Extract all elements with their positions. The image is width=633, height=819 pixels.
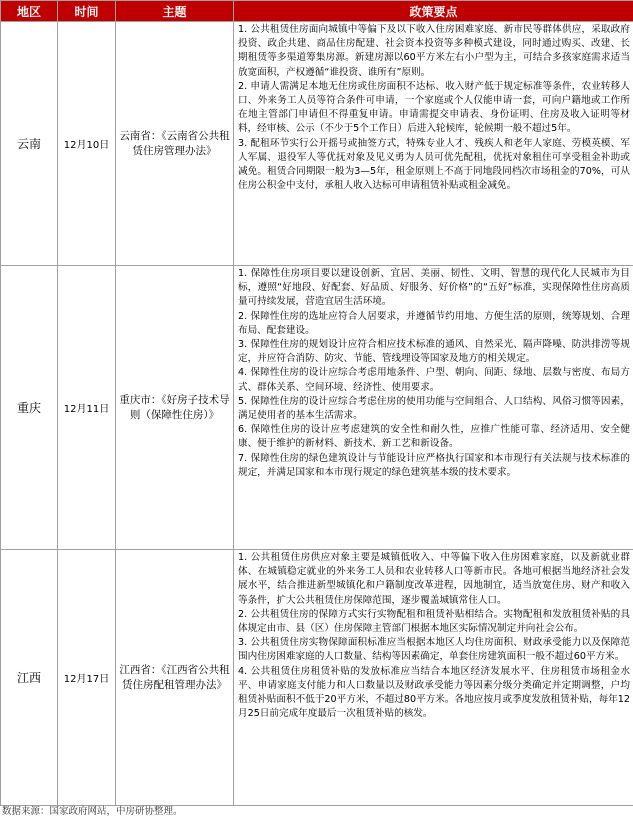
table-row-chongqing <box>1 266 633 550</box>
header-region: 地区 <box>1 1 58 22</box>
header-topic: 主题 <box>116 1 234 22</box>
policy-point: 1. 公共租赁住房供应对象主要是城镇低收入、中等偏下收入住房困难家庭，以及新就业群体、在城镇稳定就业的外来务工人员和农业转移人口等新市民。各地可根据当地经济社会发展水平，结合推进新型城镇化和户籍制度改革进程，因地制宜，适当放宽住房、财产和收入等条件，扩大公共租赁住房保障范围，逐步覆盖城镇常住人口。 <box>238 552 630 606</box>
policy-point: 4. 公共租赁住房租赁补贴的发放标准应当结合本地区经济发展水平、住房租赁市场租金水平、申请家庭支付能力和人口数量以及财政承受能力等因素分级分类确定并定期调整，户均租赁补贴面积不低于20平方米，不超过80平方米。各地应按月或季度发放租赁补贴，每年12月25日前完成年度最后一次租赁补贴的核发。 <box>238 665 630 720</box>
policy-point: 2. 公共租赁住房的保障方式实行实物配租和租赁补贴相结合。实物配租和发放租赁补贴的具体规定由市、县（区）住房保障主管部门根据本地区实际情况制定并向社会公布。 <box>238 608 630 635</box>
date-cell: 12月17日 <box>58 550 116 806</box>
date-cell: 12月10日 <box>58 22 116 266</box>
policy-point: 5. 保障性住房的设计应综合考虑住房的使用功能与空间组合、人口结构、风俗习惯等因素，满足使用者的基本生活需求。 <box>238 395 630 422</box>
header-date: 时间 <box>58 1 116 22</box>
region-cell: 重庆 <box>1 266 58 550</box>
topic-cell: 江西省：《江西省公共租赁住房配租管理办法》 <box>116 550 234 806</box>
policy-point: 3. 保障性住房的规划设计应符合相应技术标准的通风、自然采光、隔声降噪、防洪排涝等规定，并应符合消防、防灾、节能、管线埋设等国家及地方的相关规定。 <box>238 339 630 365</box>
table-header-row <box>1 1 633 22</box>
policy-point: 2. 保障性住房的选址应符合人居要求，并遵循节约用地、方便生活的原则，统筹规划、合理布局、配套建设。 <box>238 310 630 336</box>
topic-cell: 云南省：《云南省公共租赁住房管理办法》 <box>116 22 234 266</box>
policy-point: 4. 保障性住房的设计应综合考虑用地条件、户型、朝向、间距、绿地、层数与密度、布局方式、群体关系、空间环境、经济性、使用要求。 <box>238 367 630 393</box>
table-row-yunnan <box>1 22 633 266</box>
policy-points-cell <box>234 550 633 806</box>
policy-point: 1. 保障性住房项目要以建设创新、宜居、美丽、韧性、文明、智慧的现代化人民城市为目标，遵照“好地段、好配套、好品质、好服务、好价格”的“五好”标准，实现保障性住房高质量可持续发展，营造宜居生活环境。 <box>238 268 630 308</box>
policy-points-cell <box>234 266 633 550</box>
policy-point: 3. 配租环节实行公开摇号或抽签方式，特殊专业人才、残疾人和老年人家庭、劳模英模、军人军属、退役军人等优抚对象及见义勇为人员可优先配租，优抚对象租住可享受租金补助或减免。租赁合同期限一般为3—5年，租金原则上不高于同地段同档次市场租金的70%，可从住房公积金中支付，承租人收入达标可申请租赁补贴或租金减免。 <box>238 137 630 192</box>
date-cell: 12月11日 <box>58 266 116 550</box>
region-cell: 江西 <box>1 550 58 806</box>
region-cell: 云南 <box>1 22 58 266</box>
policy-point: 6. 保障性住房的设计应考虑建筑的安全性和耐久性，应推广性能可靠、经济适用、安全健康、便于维护的新材料、新技术、新工艺和新设备。 <box>238 424 630 450</box>
header-points: 政策要点 <box>234 1 633 22</box>
policy-points-cell <box>234 22 633 266</box>
data-source-note: 数据来源：国家政府网站，中房研协整理。 <box>2 806 183 817</box>
policy-point: 3. 公共租赁住房实物保障面积标准应当根据本地区人均住房面积、财政承受能力以及保障范围内住房困难家庭的人口数量、结构等因素确定，单套住房建筑面积一般不超过60平方米。 <box>238 637 630 663</box>
policy-point: 1. 公共租赁住房面向城镇中等偏下及以下收入住房困难家庭、新市民等群体供应，采取政府投资、政企共建、商品住房配建、社会资本投资等多种模式建设，同时通过购买、改建、长期租赁等多渠道筹集房源。新建房源以60平方米左右小户型为主，可结合多孩家庭需求适当放宽面积，产权遵循“谁投资、谁所有”原则。 <box>238 24 630 78</box>
policy-point: 7. 保障性住房的绿色建筑设计与节能设计应严格执行国家和本市现行有关法规与技术标准的规定，并满足国家和本市现行规定的绿色建筑基本级的技术要求。 <box>238 452 630 478</box>
topic-cell: 重庆市：《好房子技术导则（保障性住房）》 <box>116 266 234 550</box>
policy-point: 2. 申请人需满足本地无住房或住房面积不达标、收入财产低于规定标准等条件，农业转移人口、外来务工人员等符合条件可申请，一个家庭或个人仅能申请一套，可向户籍地或工作所在地主管部门申请但不得重复申请。申请需提交申请表、身份证明、住房及收入证明等材料，经审核、公示（不少于5个工作日）后进入轮候库，轮候期一般不超过5年。 <box>238 80 630 135</box>
table-row-jiangxi <box>1 550 633 806</box>
